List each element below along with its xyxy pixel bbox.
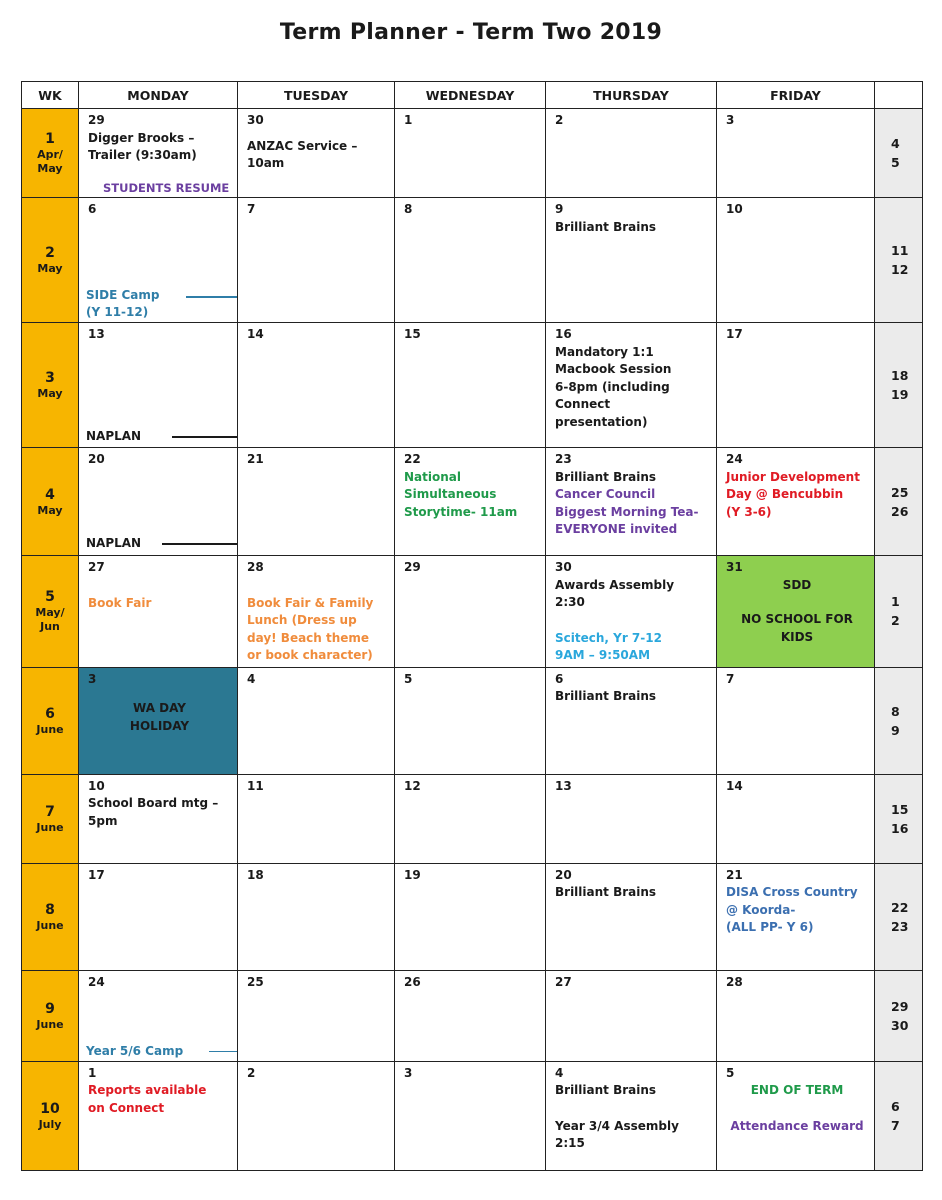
date-number: 12 (404, 778, 421, 793)
date-number: 15 (404, 327, 421, 341)
week-month: May (37, 503, 63, 517)
week-month: June (36, 1017, 64, 1031)
day-cell (546, 1061, 717, 1170)
weekend-dates: 6 7 (875, 1061, 923, 1170)
weekend-dates: 22 23 (875, 863, 923, 970)
week-month: May (37, 262, 63, 275)
date-number: 13 (555, 778, 572, 793)
day-cell (395, 556, 546, 668)
week-month: June (36, 918, 64, 932)
span-arrow (172, 436, 238, 438)
weekend-dates: 1 2 (875, 556, 923, 668)
week-number: 9 (45, 1000, 55, 1017)
weekend-dates: 18 19 (875, 323, 923, 448)
date-number: 9 (555, 202, 564, 216)
event-text: Year 3/4 Assembly 2:15 (555, 1118, 679, 1150)
event-text: Scitech, Yr 7-12 9AM – 9:50AM (555, 630, 662, 662)
date-number: 17 (88, 867, 105, 882)
week-row (22, 774, 923, 863)
week-row (22, 556, 923, 668)
week-label (22, 863, 79, 970)
span-arrow (209, 1051, 238, 1053)
day-cell (395, 323, 546, 448)
date-number: 4 (247, 671, 256, 686)
date-number: 31 (726, 560, 743, 574)
day-cell (546, 323, 717, 448)
date-number: 21 (726, 867, 743, 882)
week-row (22, 109, 923, 198)
date-number: 24 (88, 974, 105, 989)
header-wednesday: WEDNESDAY (395, 82, 546, 109)
span-event-label: NAPLAN (86, 429, 142, 443)
date-number: 21 (247, 452, 264, 466)
event-text: Brilliant Brains (555, 689, 657, 703)
day-cell (79, 556, 238, 668)
date-number: 10 (88, 778, 105, 793)
date-number: 28 (247, 560, 264, 574)
week-label (22, 198, 79, 323)
date-number: 8 (404, 202, 413, 216)
day-cell (717, 323, 875, 448)
date-number: 23 (555, 452, 572, 466)
date-number: 20 (555, 867, 572, 882)
term-planner-table (21, 81, 923, 1171)
day-cell (717, 774, 875, 863)
event-text: Brilliant Brains (555, 885, 657, 899)
week-label (22, 774, 79, 863)
event-text: WA DAY HOLIDAY (129, 701, 190, 733)
event-text: National Simultaneous Storytime- 11am (404, 469, 518, 519)
weekend-dates: 11 12 (875, 198, 923, 323)
date-number: 2 (247, 1065, 256, 1080)
week-number: 6 (45, 705, 55, 722)
date-number: 14 (726, 778, 743, 793)
event-text: Book Fair & Family Lunch (Dress up day! Beach theme or book character) (247, 595, 374, 662)
header-wk: WK (22, 82, 79, 109)
week-number: 1 (45, 131, 55, 147)
week-row (22, 970, 923, 1061)
date-number: 3 (404, 1065, 413, 1080)
day-cell (238, 448, 395, 556)
day-cell (546, 774, 717, 863)
date-number: 18 (247, 867, 264, 882)
week-label (22, 109, 79, 198)
date-number: 19 (404, 867, 421, 882)
week-month: July (38, 1117, 62, 1131)
event-text: NO SCHOOL FOR KIDS (741, 612, 853, 644)
day-cell (238, 774, 395, 863)
day-cell (238, 970, 395, 1061)
date-number: 14 (247, 327, 264, 341)
event-text: School Board mtg – 5pm (88, 796, 219, 828)
weekend-dates: 4 5 (875, 109, 923, 198)
date-number: 7 (726, 671, 735, 686)
event-text: Brilliant Brains (555, 1083, 657, 1097)
date-number: 30 (247, 113, 264, 127)
week-month: June (36, 722, 64, 736)
holiday-day-cell (79, 667, 238, 774)
week-row (22, 448, 923, 556)
date-number: 26 (404, 974, 421, 989)
week-row (22, 863, 923, 970)
date-number: 11 (247, 778, 264, 793)
weekend-dates: 15 16 (875, 774, 923, 863)
date-number: 2 (555, 113, 564, 127)
day-cell (717, 667, 875, 774)
day-cell (79, 970, 238, 1061)
day-cell (238, 667, 395, 774)
week-number: 10 (40, 1100, 60, 1117)
header-monday: MONDAY (79, 82, 238, 109)
page-title: Term Planner - Term Two 2019 (279, 20, 663, 45)
week-label (22, 667, 79, 774)
day-cell (546, 198, 717, 323)
date-number: 29 (404, 560, 421, 574)
day-cell (546, 448, 717, 556)
week-month: May/ Jun (35, 606, 65, 634)
day-cell (238, 1061, 395, 1170)
date-number: 3 (88, 671, 97, 686)
day-cell (395, 109, 546, 198)
span-event-label: Year 5/6 Camp (86, 1043, 184, 1058)
date-number: 24 (726, 452, 743, 466)
date-number: 30 (555, 560, 572, 574)
day-cell (546, 970, 717, 1061)
span-event-label: SIDE Camp (Y 11-12) (86, 288, 160, 319)
date-number: 4 (555, 1065, 564, 1080)
day-cell (395, 448, 546, 556)
event-text: Brilliant Brains (555, 219, 657, 234)
day-cell (717, 863, 875, 970)
event-text: Book Fair (88, 595, 152, 610)
day-cell (238, 323, 395, 448)
date-number: 13 (88, 327, 105, 341)
week-month: May (37, 387, 63, 400)
event-text: ANZAC Service – 10am (247, 138, 358, 170)
event-text: SDD (782, 577, 812, 592)
span-event-label: NAPLAN (86, 536, 142, 550)
day-cell (395, 774, 546, 863)
day-cell (79, 774, 238, 863)
day-cell (79, 323, 238, 448)
week-number: 7 (45, 803, 55, 820)
day-cell (546, 109, 717, 198)
day-cell (546, 667, 717, 774)
date-number: 1 (88, 1065, 97, 1080)
day-cell (395, 1061, 546, 1170)
day-cell (79, 198, 238, 323)
day-cell (238, 863, 395, 970)
week-row (22, 323, 923, 448)
header-thursday: THURSDAY (546, 82, 717, 109)
week-month: June (36, 820, 64, 834)
header-weekend (875, 82, 923, 109)
week-number: 4 (45, 486, 55, 503)
weekend-dates: 29 30 (875, 970, 923, 1061)
event-text: Cancer Council Biggest Morning Tea- EVERYONE invited (555, 487, 699, 536)
day-cell (546, 556, 717, 668)
day-cell (79, 1061, 238, 1170)
sdd-day-cell (717, 556, 875, 668)
day-cell (238, 109, 395, 198)
span-arrow (186, 296, 238, 298)
event-text: Digger Brooks – Trailer (9:30am) (88, 130, 197, 162)
week-row (22, 198, 923, 323)
date-number: 3 (726, 113, 735, 127)
date-number: 27 (88, 560, 105, 574)
date-number: 28 (726, 974, 743, 989)
date-number: 10 (726, 202, 743, 216)
event-text: Brilliant Brains (555, 469, 657, 484)
day-cell (395, 863, 546, 970)
day-cell (238, 198, 395, 323)
day-cell (395, 198, 546, 323)
event-text: Attendance Reward (730, 1118, 864, 1133)
event-text: Reports available on Connect (88, 1083, 207, 1115)
day-cell (79, 863, 238, 970)
event-text: DISA Cross Country @ Koorda- (ALL PP- Y 6) (726, 885, 858, 934)
day-cell (717, 198, 875, 323)
week-number: 5 (45, 589, 55, 606)
day-cell (79, 109, 238, 198)
event-text: Mandatory 1:1 Macbook Session 6-8pm (including Connect presentation) (555, 344, 672, 429)
day-cell (717, 448, 875, 556)
week-row (22, 667, 923, 774)
date-number: 7 (247, 202, 256, 216)
date-number: 17 (726, 327, 743, 341)
day-cell (79, 448, 238, 556)
date-number: 22 (404, 452, 421, 466)
weekend-dates: 25 26 (875, 448, 923, 556)
week-label (22, 556, 79, 668)
week-month: Apr/ May (37, 148, 63, 175)
date-number: 16 (555, 327, 572, 341)
weekend-dates: 8 9 (875, 667, 923, 774)
week-label (22, 323, 79, 448)
date-number: 6 (555, 671, 564, 686)
day-cell (395, 970, 546, 1061)
date-number: 25 (247, 974, 264, 989)
day-cell (717, 109, 875, 198)
date-number: 6 (88, 202, 97, 216)
header-tuesday: TUESDAY (238, 82, 395, 109)
event-text: Awards Assembly 2:30 (555, 577, 675, 609)
day-cell (546, 863, 717, 970)
week-row (22, 1061, 923, 1170)
date-number: 20 (88, 452, 105, 466)
week-number: 2 (45, 245, 55, 261)
date-number: 1 (404, 113, 413, 127)
event-text: END OF TERM (750, 1083, 844, 1097)
day-cell (717, 1061, 875, 1170)
day-cell (717, 970, 875, 1061)
day-cell (238, 556, 395, 668)
date-number: 5 (726, 1065, 735, 1080)
span-arrow (162, 543, 238, 545)
week-number: 8 (45, 901, 55, 918)
date-number: 29 (88, 113, 105, 127)
header-row (22, 82, 923, 109)
event-text: Junior Development Day @ Bencubbin (Y 3-6) (726, 469, 860, 519)
date-number: 5 (404, 671, 413, 686)
header-friday: FRIDAY (717, 82, 875, 109)
week-number: 3 (45, 370, 55, 386)
week-label (22, 448, 79, 556)
week-label (22, 1061, 79, 1170)
day-cell (395, 667, 546, 774)
week-label (22, 970, 79, 1061)
date-number: 27 (555, 974, 572, 989)
event-text: STUDENTS RESUME (103, 181, 230, 195)
